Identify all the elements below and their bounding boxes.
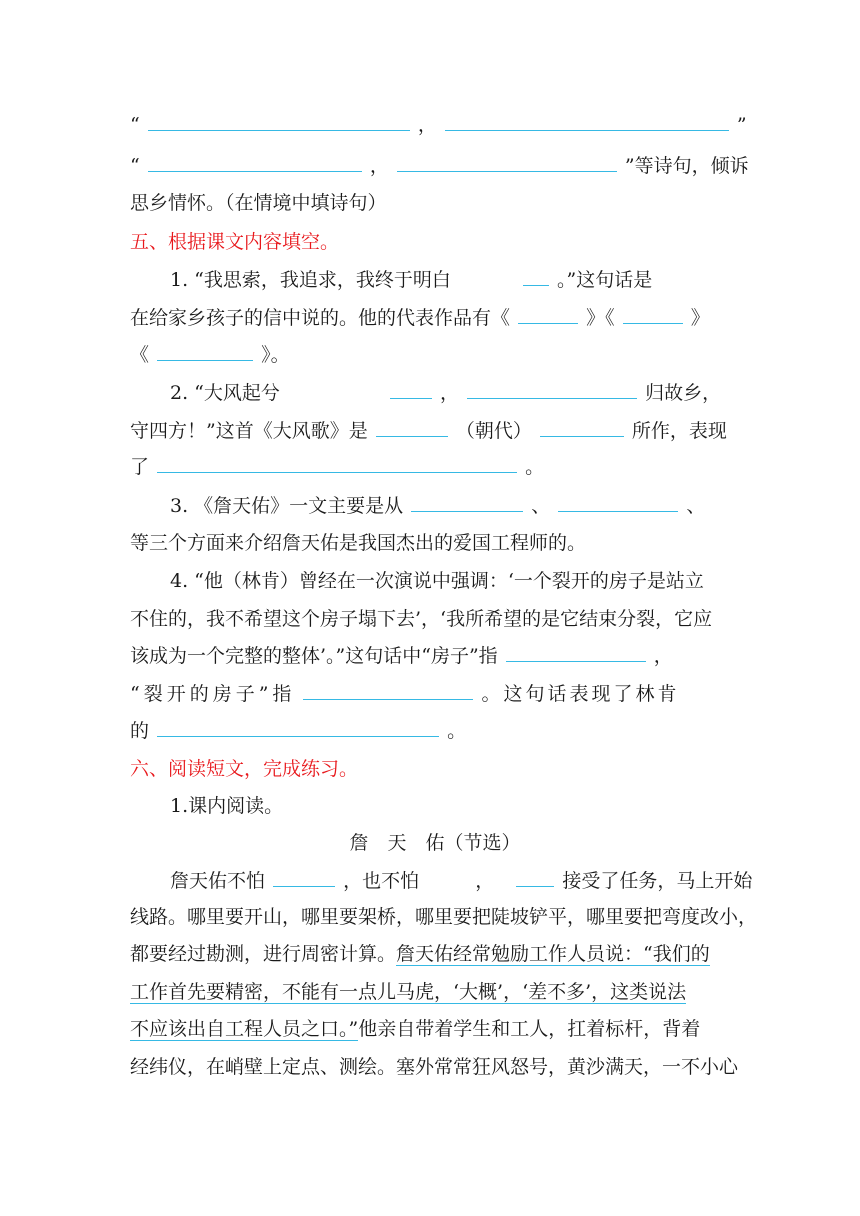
answer-blank[interactable]: [148, 149, 362, 172]
passage-text: 詹天佑不怕: [170, 870, 266, 892]
answer-blank[interactable]: [376, 414, 448, 437]
answer-blank[interactable]: [540, 414, 624, 437]
question-text: 》: [690, 307, 710, 329]
question-text: 该成为一个完整的整体’。”这句话中“房子”指: [130, 645, 498, 667]
q2-line-1: [170, 376, 740, 410]
question-text: 归故乡，: [645, 382, 722, 404]
q3-line-1: [170, 489, 740, 523]
poem-fill-line-2: [130, 149, 749, 183]
passage-line-5: [130, 1012, 740, 1046]
answer-blank[interactable]: [518, 301, 578, 324]
answer-blank[interactable]: [148, 108, 410, 131]
answer-blank[interactable]: [523, 263, 549, 286]
q1-line-1: [170, 263, 740, 297]
comma: ，: [417, 114, 437, 136]
q2-line-3: [130, 450, 740, 484]
section-heading-6: 六、阅读短文，完成练习。: [130, 758, 359, 780]
poem-fill-line-1: [130, 108, 747, 142]
sub-heading: 1.课内阅读。: [170, 795, 284, 817]
question-text: 》。: [261, 344, 290, 366]
section-heading-5: 五、根据课文内容填空。: [130, 231, 340, 253]
answer-blank[interactable]: [303, 677, 473, 700]
answer-blank[interactable]: [157, 450, 517, 473]
sentence-text: ”等诗句，倾诉: [624, 155, 749, 177]
answer-blank[interactable]: [157, 714, 439, 737]
answer-blank[interactable]: [273, 864, 335, 887]
passage-text: 都要经过勘测，进行周密计算。: [130, 943, 397, 965]
passage-text: ，也不怕: [343, 870, 420, 892]
question-text: ，: [440, 382, 460, 404]
question-text: （朝代）: [455, 420, 532, 442]
question-text: 2. “大风起兮: [170, 382, 280, 404]
answer-blank[interactable]: [445, 108, 729, 131]
passage-text: ，: [475, 870, 495, 892]
q3-line-2: 等三个方面来介绍詹天佑是我国杰出的爱国工程师的。: [130, 532, 587, 554]
answer-blank[interactable]: [397, 149, 617, 172]
answer-blank[interactable]: [411, 489, 523, 512]
quote-close: ”: [736, 114, 747, 136]
question-text: 》《: [586, 307, 615, 329]
question-text: 守四方！”这首《大风歌》是: [130, 420, 368, 442]
passage-title-note: （节选）: [444, 832, 521, 854]
question-text: 。: [525, 456, 545, 478]
passage-line-3: [130, 937, 740, 971]
answer-blank[interactable]: [558, 489, 678, 512]
passage-line-4: [130, 975, 740, 1009]
question-text: 。”这句话是: [557, 269, 653, 291]
answer-blank[interactable]: [516, 864, 554, 887]
q1-line-3: [130, 338, 740, 372]
question-text: 、: [531, 495, 551, 517]
passage-line-1: [170, 864, 753, 898]
q4-line-1: 4. “他（林肯）曾经在一次演说中强调：‘一个裂开的房子是站立: [170, 570, 704, 592]
question-text: 《: [130, 344, 150, 366]
q4-line-4: [130, 677, 740, 711]
question-text: 3. 《詹天佑》一文主要是从: [170, 495, 404, 517]
q4-line-5: [130, 714, 740, 748]
question-text: ，: [653, 645, 673, 667]
question-text: 1. “我思索，我追求，我终于明白: [170, 269, 451, 291]
q4-line-3: [130, 639, 740, 673]
underlined-passage-text: 工作首先要精密，不能有一点儿马虎，‘大概’，‘差不多’，这类说法: [130, 981, 687, 1003]
question-text: 的: [130, 720, 150, 742]
comma: ，: [369, 155, 389, 177]
underlined-passage-text: 詹天佑经常勉励工作人员说：“我们的: [396, 943, 710, 965]
passage-line-6: 经纬仪，在峭壁上定点、测绘。塞外常常狂风怒号，黄沙满天，一不小心: [130, 1056, 739, 1078]
question-text: “裂开的房子”指: [130, 683, 296, 705]
answer-blank[interactable]: [623, 301, 683, 324]
quote-open: “: [130, 114, 140, 136]
question-text: 在给家乡孩子的信中说的。他的代表作品有《: [130, 307, 511, 329]
q1-line-2: [130, 301, 740, 335]
question-text: 所作，表现: [631, 420, 727, 442]
question-text: 了: [130, 456, 150, 478]
passage-text: 接受了任务，马上开始: [562, 870, 753, 892]
answer-blank[interactable]: [467, 376, 637, 399]
passage-title-text: 詹 天 佑: [349, 832, 445, 854]
quote-open: “: [130, 155, 140, 177]
question-text: 、: [686, 495, 706, 517]
passage-text: 他亲自带着学生和工人，扛着标杆，背着: [358, 1018, 701, 1040]
instruction-text: 思乡情怀。（在情境中填诗句）: [130, 192, 387, 214]
question-text: 。这句话表现了林肯: [481, 683, 680, 705]
passage-title: [130, 826, 740, 860]
answer-blank[interactable]: [390, 376, 432, 399]
answer-blank[interactable]: [157, 338, 253, 361]
answer-blank[interactable]: [506, 639, 646, 662]
underlined-passage-text: 不应该出自工程人员之口。”: [130, 1018, 359, 1040]
q4-line-2: 不住的，我不希望这个房子塌下去’，‘我所希望的是它结束分裂，它应: [130, 608, 713, 630]
passage-line-2: 线路。哪里要开山，哪里要架桥，哪里要把陡坡铲平，哪里要把弯度改小，: [130, 906, 758, 928]
q2-line-2: [130, 414, 740, 448]
question-text: 。: [447, 720, 467, 742]
